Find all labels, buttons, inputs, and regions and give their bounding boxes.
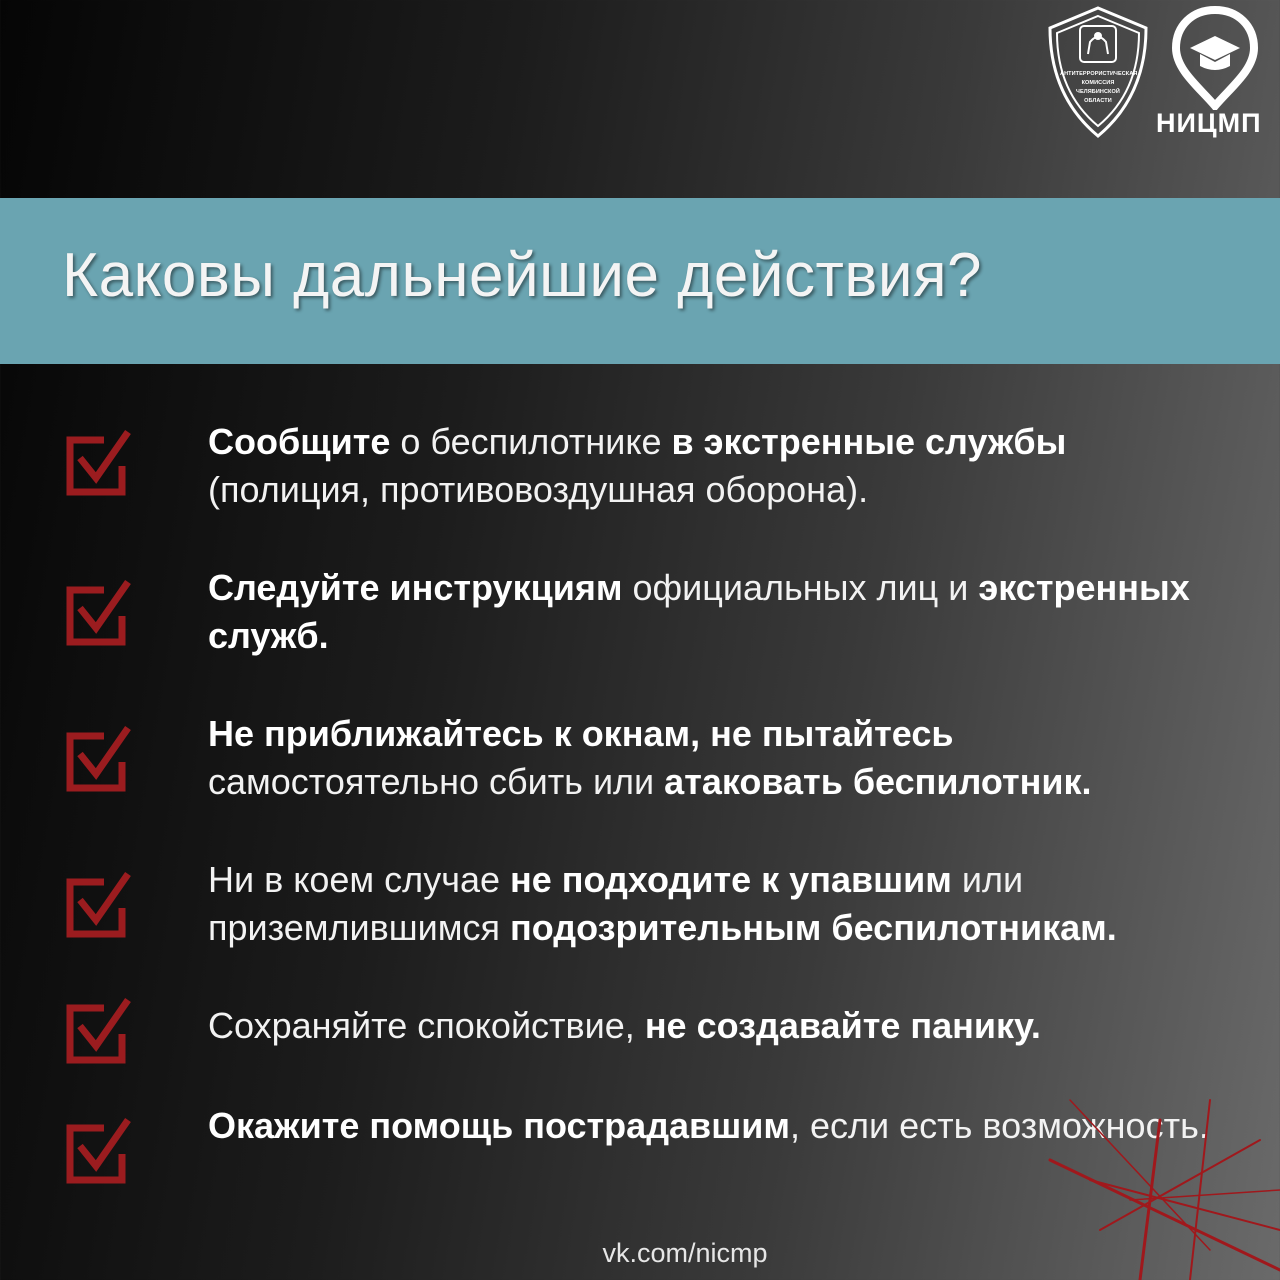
- checkbox-checked-icon: [66, 724, 136, 794]
- emblem-line: АНТИТЕРРОРИСТИЧЕСКАЯ: [1060, 71, 1138, 77]
- checkbox-checked-icon: [66, 1116, 136, 1186]
- item-text-bold: в экстренные службы: [671, 421, 1067, 462]
- emblem-line: ЧЕЛЯБИНСКОЙ: [1076, 89, 1120, 95]
- item-text-regular: о беспилотнике: [390, 421, 672, 462]
- location-pin-graduation-cap-icon: [1170, 6, 1260, 110]
- footer: [0, 1238, 1280, 1269]
- item-text-regular: самостоятельно сбить или: [208, 761, 665, 802]
- item-text: [208, 418, 1218, 514]
- checkbox-checked-icon: [66, 870, 136, 940]
- item-text-bold: не создавайте панику.: [644, 1005, 1041, 1046]
- item-text-bold: экстренных служб.: [208, 567, 1190, 656]
- emblem-line: КОМИССИЯ: [1081, 80, 1115, 86]
- item-text-bold: Сообщите: [208, 421, 391, 462]
- item-text-bold: Окажите помощь пострадавшим: [208, 1105, 790, 1146]
- emblem-line: ОБЛАСТИ: [1084, 98, 1112, 104]
- emblem-caption: [1060, 70, 1136, 106]
- item-text: [208, 1002, 1218, 1050]
- item-text: [208, 710, 1218, 806]
- item-text-regular: Сохраняйте спокойствие,: [208, 1005, 645, 1046]
- item-text: [208, 564, 1218, 660]
- item-text-bold: подозрительным беспилотникам.: [509, 907, 1117, 948]
- checkbox-checked-icon: [66, 578, 136, 648]
- page-title: Каковы дальнейшие действия?: [62, 241, 983, 310]
- item-text-regular: , если есть возможность.: [789, 1105, 1209, 1146]
- org-label: НИЦМП: [1156, 108, 1262, 138]
- item-text-bold: Не приближайтесь к окнам, не пытайтесь: [208, 713, 954, 754]
- item-text-regular: или приземлившимся: [208, 859, 1024, 948]
- item-text-bold: Следуйте инструкциям: [208, 567, 623, 608]
- item-text-regular: (полиция, противовоздушная оборона).: [208, 469, 869, 510]
- checkbox-checked-icon: [66, 428, 136, 498]
- item-text-bold: атаковать беспилотник.: [664, 761, 1092, 802]
- item-text: [208, 856, 1218, 952]
- item-text-regular: Ни в коем случае: [208, 859, 510, 900]
- footer-link[interactable]: vk.com/nicmp: [602, 1238, 768, 1268]
- checkbox-checked-icon: [66, 996, 136, 1066]
- item-text-bold: не подходите к упавшим: [510, 859, 952, 900]
- item-text-regular: официальных лиц и: [622, 567, 979, 608]
